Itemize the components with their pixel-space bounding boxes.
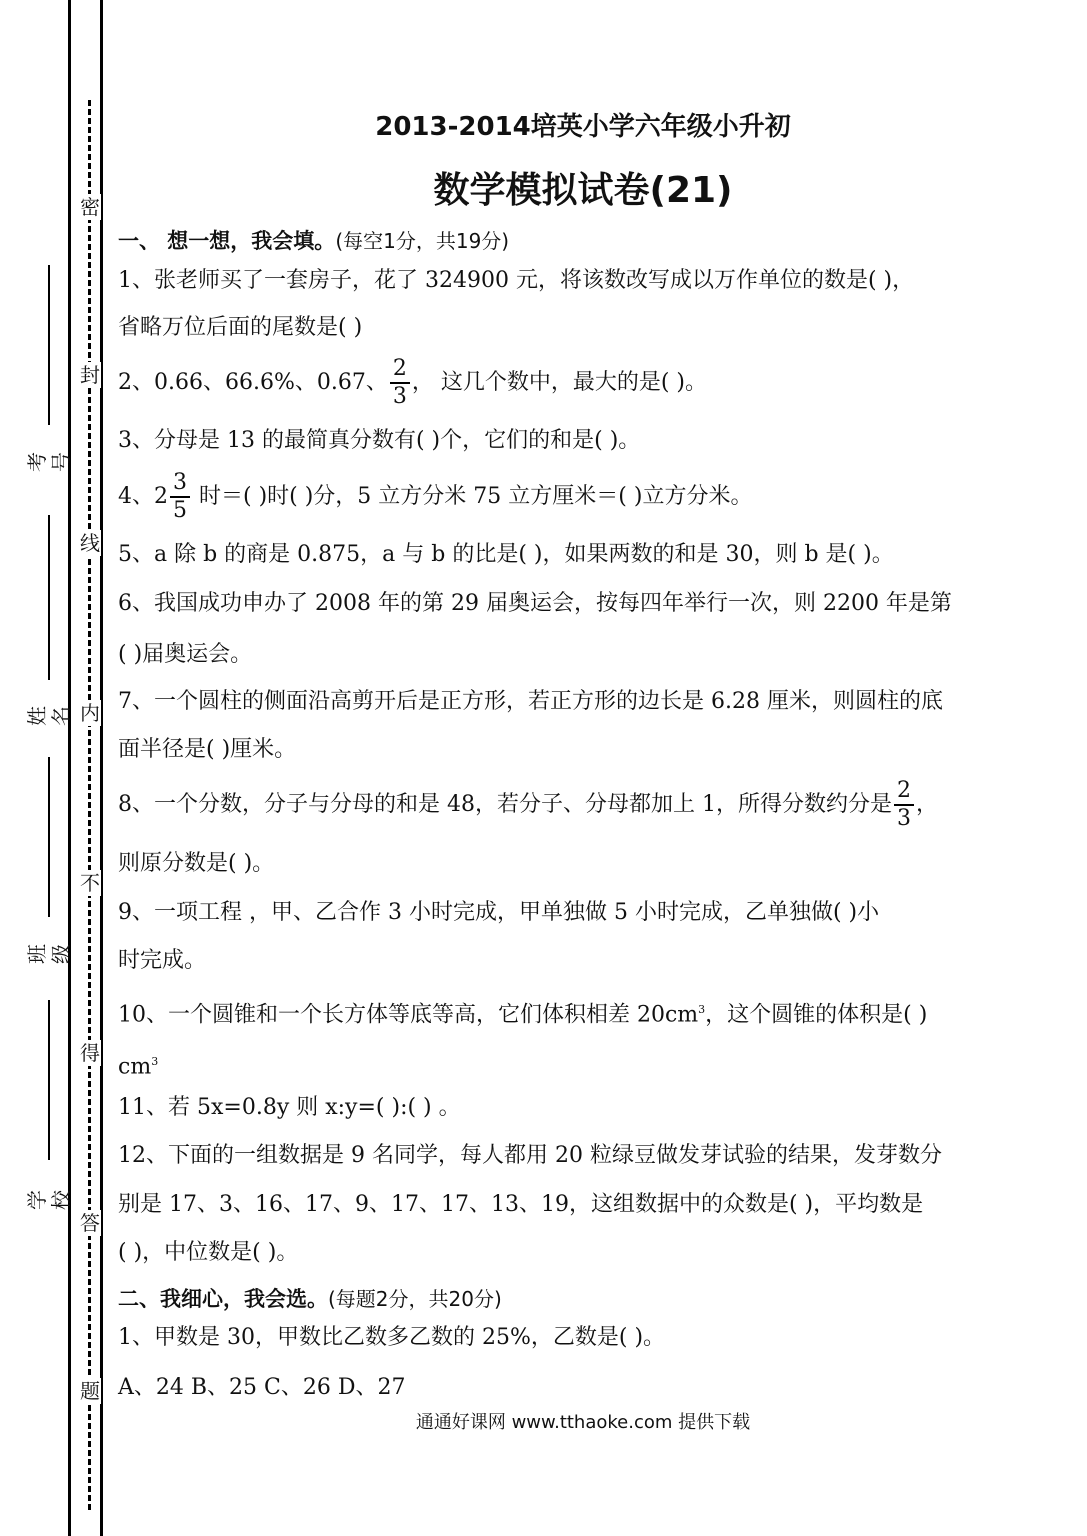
margin-outer-line xyxy=(68,0,71,1536)
seal-char: 内 xyxy=(80,701,100,725)
field-blank-line xyxy=(48,757,50,917)
section-1-points: (每空1分，共19分) xyxy=(335,229,510,253)
seal-char: 线 xyxy=(80,531,100,555)
question-7-line-1: 7、一个圆柱的侧面沿高剪开后是正方形，若正方形的边长是 6.28 厘米，则圆柱的底 xyxy=(118,689,943,714)
question-6-line-1: 6、我国成功申办了 2008 年的第 29 届奥运会，按每四年举行一次，则 2200 年是第 xyxy=(118,591,952,616)
fraction-three-fifths xyxy=(170,470,190,524)
unit-text: cm xyxy=(118,1054,152,1080)
question-1-line-1: 1、张老师买了一套房子，花了 324900 元，将该数改写成以万作单位的数是( )， xyxy=(118,268,915,293)
question-10-text: 10、一个圆锥和一个长方体等底等高，它们体积相差 20cm xyxy=(118,1002,699,1028)
question-2-text: 2、0.66、66.6%、0.67、 xyxy=(118,370,388,395)
seal-char: 密 xyxy=(80,195,100,219)
field-label: 考号 xyxy=(25,452,73,472)
section-2-title: 二、我细心，我会选。 xyxy=(118,1287,328,1311)
fraction-numerator: 2 xyxy=(390,356,410,384)
superscript: 3 xyxy=(698,1003,706,1016)
footer-credit: 通通好课网 www.tthaoke.com 提供下载 xyxy=(415,1412,751,1433)
section-2-question-1-options: A、24 B、25 C、26 D、27 xyxy=(118,1375,406,1400)
question-10-text: ，这个圆锥的体积是( ) xyxy=(705,1002,928,1028)
field-label: 学校 xyxy=(25,1190,73,1210)
field-blank-line xyxy=(48,265,50,425)
seal-dashed-line xyxy=(88,100,91,1510)
section-2-heading xyxy=(118,1284,502,1314)
question-3: 3、分母是 13 的最简真分数有( )个，它们的和是( )。 xyxy=(118,428,641,453)
page-subtitle: 数学模拟试卷(21) xyxy=(433,170,733,211)
fraction-two-thirds xyxy=(390,356,410,410)
section-1-heading xyxy=(118,226,509,256)
question-8-line-2: 则原分数是( )。 xyxy=(118,851,275,876)
question-12-line-2: 别是 17、3、16、17、9、17、17、13、19，这组数据中的众数是( )，平均数是 xyxy=(118,1192,924,1217)
question-9-line-1: 9、一项工程 ，甲、乙合作 3 小时完成，甲单独做 5 小时完成，乙单独做( )小 xyxy=(118,900,880,925)
question-12-line-1: 12、下面的一组数据是 9 名同学，每人都用 20 粒绿豆做发芽试验的结果，发芽数分 xyxy=(118,1143,942,1168)
question-7-line-2: 面半径是( )厘米。 xyxy=(118,737,297,762)
superscript: 3 xyxy=(151,1055,159,1068)
seal-char: 得 xyxy=(80,1041,100,1065)
fraction-denominator: 5 xyxy=(173,498,187,523)
question-12-line-3: ( )，中位数是( )。 xyxy=(118,1240,299,1265)
fraction-denominator: 3 xyxy=(896,806,911,831)
question-1-line-2: 省略万位后面的尾数是( ) xyxy=(118,315,363,340)
field-blank-line xyxy=(48,515,50,680)
question-4 xyxy=(118,468,752,526)
seal-char: 题 xyxy=(80,1379,100,1403)
fraction-numerator: 3 xyxy=(170,470,190,498)
page-title: 2013-2014培英小学六年级小升初 xyxy=(375,112,791,142)
question-10-line-1 xyxy=(118,995,927,1030)
fraction-numerator: 2 xyxy=(894,778,914,806)
question-9-line-2: 时完成。 xyxy=(118,948,207,973)
fraction-denominator: 3 xyxy=(392,384,407,409)
section-1-title: 一、 想一想，我会填。 xyxy=(118,229,336,253)
section-2-question-1: 1、甲数是 30，甲数比乙数多乙数的 25%，乙数是( )。 xyxy=(118,1325,666,1350)
field-label: 班级 xyxy=(25,944,73,964)
question-10-line-2 xyxy=(118,1047,158,1082)
question-6-line-2: ( )届奥运会。 xyxy=(118,642,253,667)
question-2-text: ， 这几个数中，最大的是( )。 xyxy=(411,370,708,395)
question-4-text: 4、2 xyxy=(118,484,168,509)
field-label: 姓名 xyxy=(25,706,73,726)
margin-inner-line xyxy=(100,0,103,1536)
question-2 xyxy=(118,354,707,412)
fraction-two-thirds xyxy=(894,778,914,832)
question-8-text: ， xyxy=(915,792,938,817)
seal-char: 不 xyxy=(80,871,100,895)
section-2-points: (每题2分，共20分) xyxy=(328,1287,502,1311)
field-blank-line xyxy=(48,1000,50,1160)
seal-char: 封 xyxy=(80,363,100,387)
seal-char: 答 xyxy=(80,1211,100,1235)
question-5: 5、a 除 b 的商是 0.875，a 与 b 的比是( )，如果两数的和是 30，则 b 是( )。 xyxy=(118,542,894,567)
question-8-line-1 xyxy=(118,776,938,834)
question-8-text: 8、一个分数，分子与分母的和是 48，若分子、分母都加上 1，所得分数约分是 xyxy=(118,792,892,817)
question-11: 11、若 5x=0.8y 则 x:y=( ):( ) 。 xyxy=(118,1095,461,1120)
question-4-text: 时＝( )时( )分，5 立方分米 75 立方厘米＝( )立方分米。 xyxy=(192,484,753,509)
